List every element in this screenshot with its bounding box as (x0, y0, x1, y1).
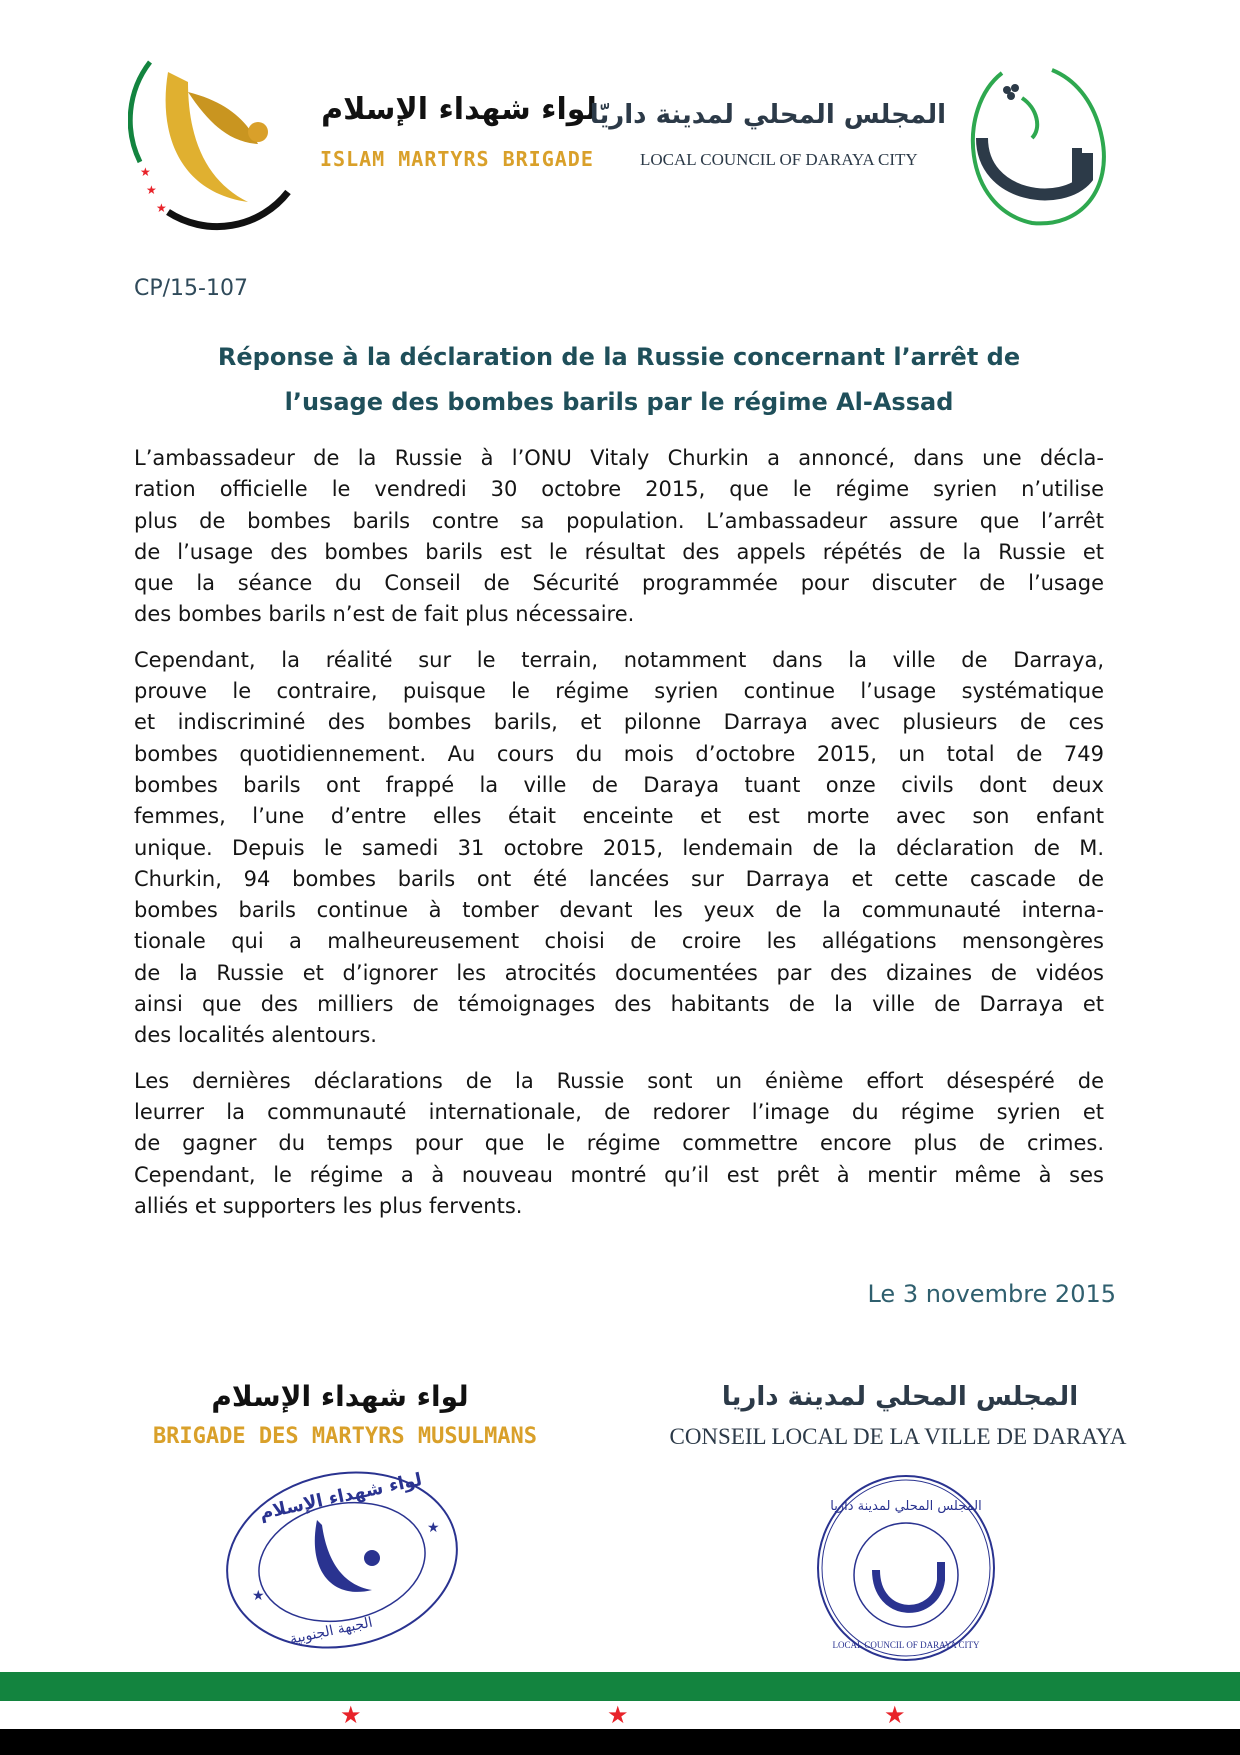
svg-text:★: ★ (140, 165, 151, 179)
svg-text:★: ★ (146, 183, 157, 197)
body-line: de la Russie et d’ignorer les atrocités documentées par des dizaines de vidéos (134, 960, 1104, 985)
body-line: leurrer la communauté internationale, de redorer l’image du régime syrien et (134, 1099, 1104, 1124)
body-line: des bombes barils n’est de fait plus nécessaire. (134, 602, 635, 627)
svg-text:★: ★ (156, 201, 167, 215)
body-line: que la séance du Conseil de Sécurité programmée pour discuter de l’usage (134, 571, 1104, 596)
body-line: de l’usage des bombes barils est le résultat des appels répétés de la Russie et (134, 539, 1104, 564)
svg-text:★: ★ (427, 1520, 440, 1536)
left-signature-french: BRIGADE DES MARTYRS MUSULMANS (152, 1424, 538, 1449)
document-date: Le 3 novembre 2015 (867, 1280, 1116, 1308)
brigade-stamp (222, 1470, 462, 1650)
body-line: de gagner du temps pour que le régime commettre encore plus de crimes. (134, 1131, 1104, 1156)
body-paragraph (134, 443, 1104, 631)
star-icon: ★ (340, 1701, 362, 1729)
body-line: alliés et supporters les plus fervents. (134, 1193, 523, 1218)
body-line: plus de bombes barils contre sa population. L’ambassadeur assure que l’arrêt (134, 508, 1104, 533)
body-paragraph (134, 645, 1104, 1052)
star-icon: ★ (884, 1701, 906, 1729)
stamp-text: الجبهة الجنوبية (288, 1614, 374, 1648)
flag-black-band (0, 1729, 1240, 1755)
right-org-english-name: LOCAL COUNCIL OF DARAYA CITY (640, 150, 918, 169)
body-paragraph (134, 1066, 1104, 1222)
body-line: prouve le contraire, puisque le régime syrien continue l’usage systématique (134, 679, 1104, 704)
document-title (134, 335, 1104, 425)
body-line: ainsi que des milliers de témoignages des habitants de la ville de Darraya et (134, 992, 1104, 1017)
body-line: L’ambassadeur de la Russie à l’ONU Vitaly Churkin a annoncé, dans une décla- (134, 446, 1104, 470)
stamp-text: LOCAL COUNCIL OF DARAYA CITY (832, 1640, 980, 1650)
right-signature-arabic: المجلس المحلي لمدينة داريا (721, 1382, 1079, 1412)
right-org-arabic-name: المجلس المحلي لمدينة داريّا (589, 100, 946, 130)
stamp-text: لواء شهداء الإسلام (257, 1470, 424, 1525)
left-org-arabic-name: لواء شهداء الإسلام (321, 92, 597, 127)
document-reference: CP/15-107 (134, 276, 248, 301)
document-body (134, 443, 1104, 1236)
body-line: bombes barils ont frappé la ville de Daraya tuant onze civils dont deux (134, 772, 1104, 797)
right-signature-french: CONSEIL LOCAL DE LA VILLE DE DARAYA (669, 1424, 1127, 1449)
body-line: femmes, l’une d’entre elles était enceinte et est morte avec son enfant (134, 804, 1104, 829)
islam-martyrs-brigade-logo (128, 52, 298, 232)
body-line: Cependant, la réalité sur le terrain, notamment dans la ville de Darraya, (134, 647, 1104, 672)
body-line: unique. Depuis le samedi 31 octobre 2015, lendemain de la déclaration de M. (134, 835, 1104, 860)
body-line: Cependant, le régime a à nouveau montré qu’il est prêt à mentir même à ses (134, 1162, 1104, 1187)
stamp-text: المجلس المحلي لمدينة داريا (830, 1499, 982, 1514)
body-line: et indiscriminé des bombes barils, et pilonne Darraya avec plusieurs de ces (134, 710, 1104, 735)
flag-green-band (0, 1672, 1240, 1701)
body-line: Les dernières déclarations de la Russie sont un énième effort désespéré de (134, 1068, 1104, 1093)
star-icon: ★ (607, 1701, 629, 1729)
left-signature-arabic: لواء شهداء الإسلام (211, 1380, 469, 1413)
left-org-english-name: ISLAM MARTYRS BRIGADE (320, 147, 594, 171)
body-line: bombes quotidiennement. Au cours du mois d’octobre 2015, un total de 749 (134, 741, 1104, 766)
body-line: ration officielle le vendredi 30 octobre 2015, que le régime syrien n’utilise (134, 477, 1104, 502)
daraya-council-logo (962, 58, 1112, 233)
svg-text:★: ★ (252, 1588, 265, 1604)
body-line: des localités alentours. (134, 1023, 377, 1048)
daraya-council-stamp (806, 1470, 1006, 1670)
title-line: l’usage des bombes barils par le régime Al-Assad (284, 388, 954, 416)
body-line: tionale qui a malheureusement choisi de croire les allégations mensongères (134, 929, 1104, 954)
body-line: bombes barils continue à tomber devant les yeux de la communauté interna- (134, 898, 1104, 923)
title-line: Réponse à la déclaration de la Russie concernant l’arrêt de (217, 343, 1021, 371)
body-line: Churkin, 94 bombes barils ont été lancées sur Darraya et cette cascade de (134, 866, 1104, 891)
